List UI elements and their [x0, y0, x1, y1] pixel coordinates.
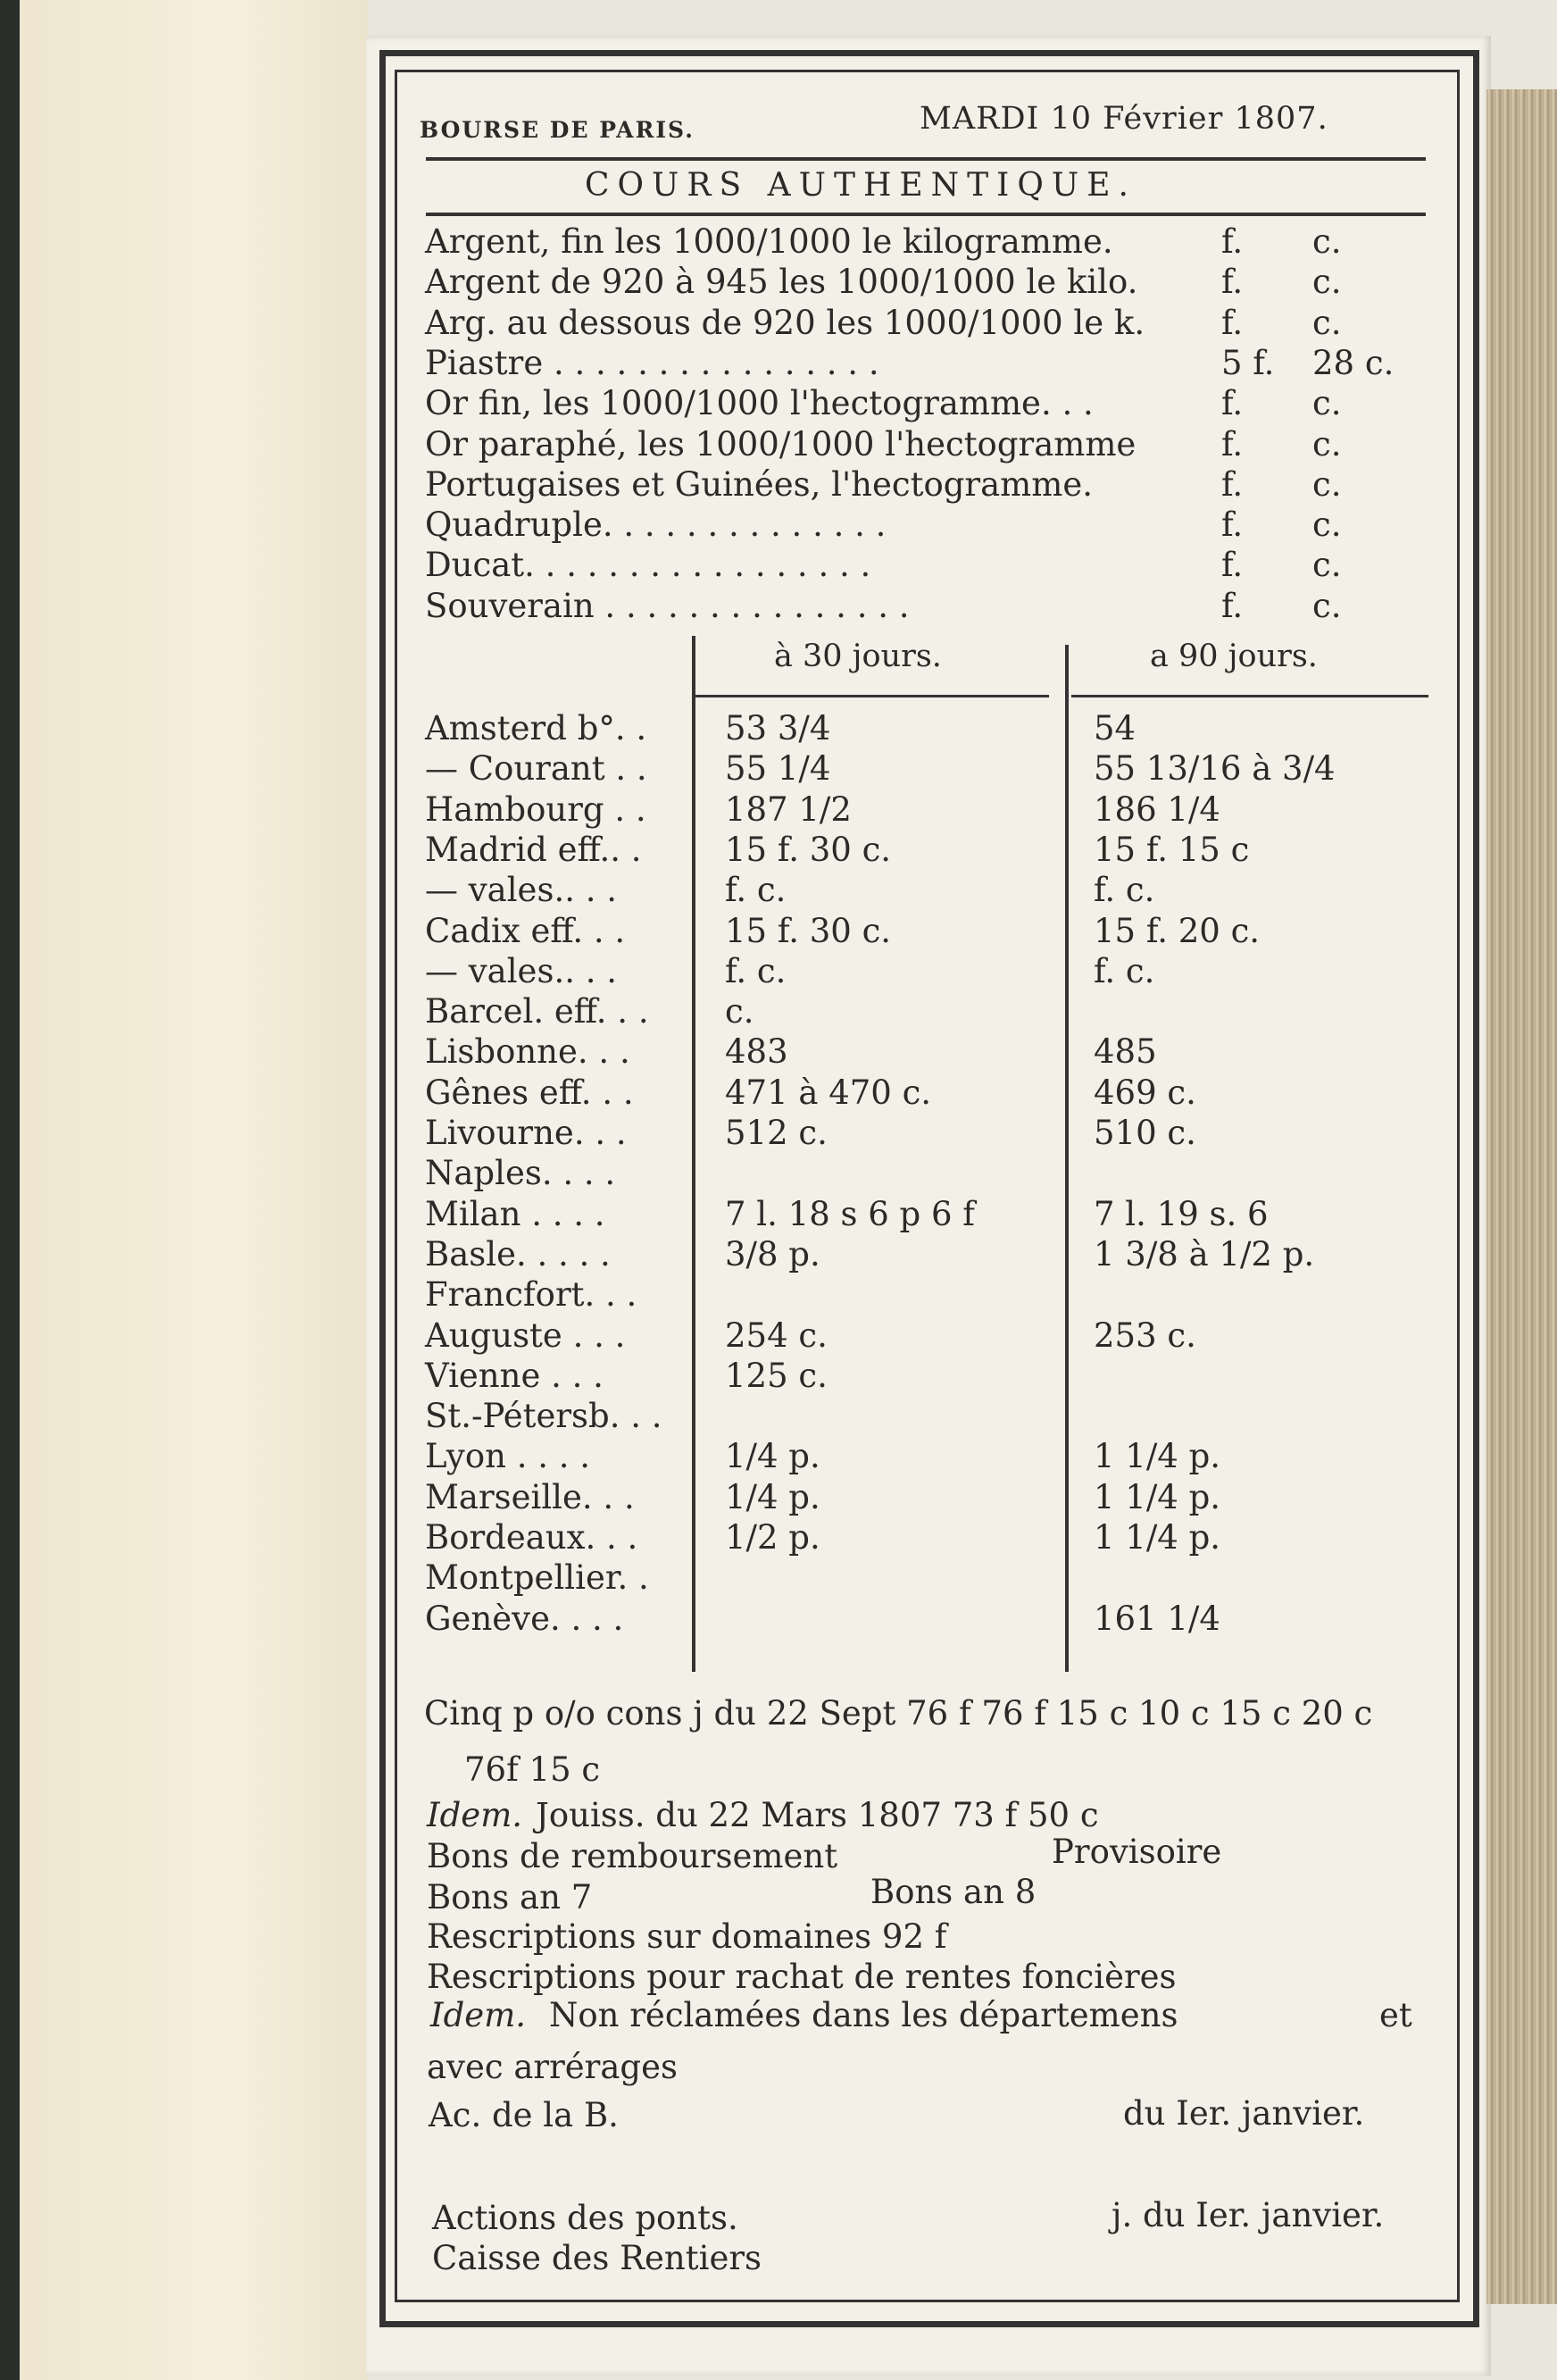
exchange-30-jours: 1/2 p. — [725, 1518, 820, 1557]
exchange-30-jours: 1/4 p. — [725, 1478, 820, 1516]
metal-centimes: c. — [1312, 465, 1342, 504]
non-reclamees: Non réclamées dans les départemens — [549, 1996, 1178, 2034]
exchange-place: — vales.. . . — [425, 871, 618, 909]
metal-label: Souverain . . . . . . . . . . . . . . . — [425, 587, 910, 625]
exchange-30-jours: 55 1/4 — [725, 749, 831, 788]
exchange-place: Francfort. . . — [425, 1275, 637, 1314]
actions-ponts: Actions des ponts. — [432, 2199, 738, 2237]
metal-label: Arg. au dessous de 920 les 1000/1000 le k. — [425, 304, 1145, 342]
bons-an-8: Bons an 8 — [870, 1873, 1037, 1911]
exchange-place: Milan . . . . — [425, 1195, 605, 1233]
exchange-90-jours: 1 3/8 à 1/2 p. — [1094, 1235, 1315, 1274]
metal-label: Argent, fin les 1000/1000 le kilogramme. — [425, 222, 1113, 261]
exchange-90-jours: 186 1/4 — [1094, 790, 1220, 829]
exchange-30-jours: 15 f. 30 c. — [725, 912, 892, 950]
exchange-90-jours: f. c. — [1094, 952, 1155, 990]
page-title: COURS AUTHENTIQUE. — [585, 167, 1137, 204]
metal-label: Portugaises et Guinées, l'hectogramme. — [425, 465, 1094, 504]
exchange-place: Basle. . . . . — [425, 1235, 611, 1274]
exchange-90-jours: 54 — [1094, 709, 1137, 747]
metal-francs: f. — [1221, 546, 1244, 584]
exchange-30-jours: 483 — [725, 1032, 788, 1071]
janvier-2: j. du Ier. janvier. — [1112, 2196, 1385, 2234]
metal-francs: f. — [1221, 587, 1244, 625]
metal-centimes: c. — [1312, 505, 1342, 544]
exchange-30-jours: 471 à 470 c. — [725, 1073, 932, 1112]
exchange-place: Montpellier. . — [425, 1558, 649, 1597]
exchange-90-jours: 55 13/16 à 3/4 — [1094, 749, 1336, 788]
metal-francs: f. — [1221, 222, 1244, 261]
column-divider-left — [692, 636, 695, 1672]
col30-header: à 30 jours. — [774, 639, 942, 674]
exchange-30-jours: 125 c. — [725, 1357, 828, 1395]
metal-centimes: c. — [1312, 425, 1342, 463]
janvier-1: du Ier. janvier. — [1123, 2094, 1365, 2133]
exchange-90-jours: 510 c. — [1094, 1114, 1196, 1152]
exchange-30-jours: 7 l. 18 s 6 p 6 f — [725, 1195, 975, 1233]
bons-an-7: Bons an 7 — [427, 1878, 593, 1917]
exchange-place: Lisbonne. . . — [425, 1032, 630, 1071]
exchange-90-jours: 485 — [1094, 1032, 1157, 1071]
exchange-place: Madrid eff.. . — [425, 831, 642, 869]
col90-rule — [1071, 695, 1428, 697]
idem-label-2: Idem. — [430, 1996, 527, 2034]
metal-label: Or fin, les 1000/1000 l'hectogramme. . . — [425, 384, 1094, 422]
exchange-30-jours: 187 1/2 — [725, 790, 852, 829]
exchange-30-jours: f. c. — [725, 871, 787, 909]
avec-arrerages: avec arrérages — [427, 2048, 678, 2086]
header-right: MARDI 10 Février 1807. — [920, 101, 1328, 137]
exchange-90-jours: 469 c. — [1094, 1073, 1196, 1112]
exchange-place: — vales.. . . — [425, 952, 618, 990]
exchange-30-jours: 3/8 p. — [725, 1235, 820, 1274]
metal-centimes: c. — [1312, 263, 1342, 301]
header-rule — [426, 157, 1426, 161]
exchange-place: St.-Pétersb. . . — [425, 1397, 662, 1435]
metal-label: Ducat. . . . . . . . . . . . . . . . . — [425, 546, 871, 584]
exchange-place: Vienne . . . — [425, 1357, 604, 1395]
metal-label: Quadruple. . . . . . . . . . . . . . — [425, 505, 887, 544]
header-left: BOURSE DE PARIS. — [420, 117, 695, 143]
metal-francs: f. — [1221, 465, 1244, 504]
metal-francs: f. — [1221, 425, 1244, 463]
actions-banque: Ac. de la B. — [429, 2096, 619, 2134]
exchange-place: Naples. . . . — [425, 1154, 616, 1192]
exchange-place: Genève. . . . — [425, 1599, 624, 1638]
rescriptions-domaines: Rescriptions sur domaines 92 f — [427, 1917, 947, 1956]
provisoire: Provisoire — [1052, 1833, 1222, 1871]
exchange-90-jours: 1 1/4 p. — [1094, 1437, 1221, 1475]
metal-francs: f. — [1221, 384, 1244, 422]
metal-label: Piastre . . . . . . . . . . . . . . . . — [425, 344, 879, 382]
metal-francs: f. — [1221, 263, 1244, 301]
exchange-place: Lyon . . . . — [425, 1437, 591, 1475]
book-page-edges — [1486, 89, 1557, 2304]
exchange-place: Livourne. . . — [425, 1114, 627, 1152]
exchange-30-jours: 254 c. — [725, 1316, 828, 1355]
exchange-place: Hambourg . . — [425, 790, 646, 829]
exchange-30-jours: 512 c. — [725, 1114, 828, 1152]
metal-centimes: c. — [1312, 587, 1342, 625]
exchange-90-jours: 1 1/4 p. — [1094, 1518, 1221, 1557]
exchange-30-jours: f. c. — [725, 952, 787, 990]
exchange-place: Auguste . . . — [425, 1316, 626, 1355]
exchange-30-jours: 53 3/4 — [725, 709, 831, 747]
exchange-30-jours: 15 f. 30 c. — [725, 831, 892, 869]
caisse-rentiers: Caisse des Rentiers — [432, 2239, 762, 2277]
metal-francs: 5 f. — [1221, 344, 1275, 382]
metal-centimes: c. — [1312, 384, 1342, 422]
exchange-place: Marseille. . . — [425, 1478, 635, 1516]
book-binding-edge — [0, 0, 20, 2380]
bons-remboursement: Bons de remboursement — [427, 1837, 838, 1875]
metal-francs: f. — [1221, 304, 1244, 342]
exchange-30-jours: c. — [725, 992, 754, 1031]
exchange-place: Cadix eff. . . — [425, 912, 626, 950]
metal-francs: f. — [1221, 505, 1244, 544]
exchange-place: Barcel. eff. . . — [425, 992, 649, 1031]
title-rule — [426, 213, 1426, 216]
exchange-90-jours: f. c. — [1094, 871, 1155, 909]
exchange-place: Gênes eff. . . — [425, 1073, 634, 1112]
exchange-90-jours: 15 f. 20 c. — [1094, 912, 1261, 950]
idem-jouissance: Jouiss. du 22 Mars 1807 73 f 50 c — [536, 1796, 1099, 1834]
exchange-place: Amsterd b°. . — [425, 709, 647, 747]
metal-label: Or paraphé, les 1000/1000 l'hectogramme — [425, 425, 1137, 463]
metal-centimes: c. — [1312, 546, 1342, 584]
exchange-90-jours: 253 c. — [1094, 1316, 1196, 1355]
exchange-90-jours: 161 1/4 — [1094, 1599, 1220, 1638]
blank-left-page — [20, 0, 368, 2380]
metal-centimes: c. — [1312, 222, 1342, 261]
cinq-continuation: 76f 15 c — [464, 1750, 601, 1789]
col90-header: a 90 jours. — [1150, 639, 1318, 674]
exchange-place: Bordeaux. . . — [425, 1518, 638, 1557]
metal-centimes: c. — [1312, 304, 1342, 342]
exchange-place: — Courant . . — [425, 749, 647, 788]
metal-label: Argent de 920 à 945 les 1000/1000 le kilo. — [425, 263, 1138, 301]
col30-rule — [692, 695, 1049, 697]
cinq-pour-cent: Cinq p o/o cons j du 22 Sept 76 f 76 f 15 c 10 c 15 c 20 c — [424, 1694, 1373, 1733]
exchange-90-jours: 7 l. 19 s. 6 — [1094, 1195, 1269, 1233]
exchange-90-jours: 1 1/4 p. — [1094, 1478, 1221, 1516]
exchange-30-jours: 1/4 p. — [725, 1437, 820, 1475]
exchange-90-jours: 15 f. 15 c — [1094, 831, 1250, 869]
et: et — [1379, 1996, 1412, 2034]
metal-centimes: 28 c. — [1312, 344, 1395, 382]
rescriptions-rachat: Rescriptions pour rachat de rentes foncières — [427, 1958, 1177, 1996]
column-divider-right — [1065, 645, 1069, 1672]
idem-label-1: Idem. — [427, 1796, 523, 1834]
